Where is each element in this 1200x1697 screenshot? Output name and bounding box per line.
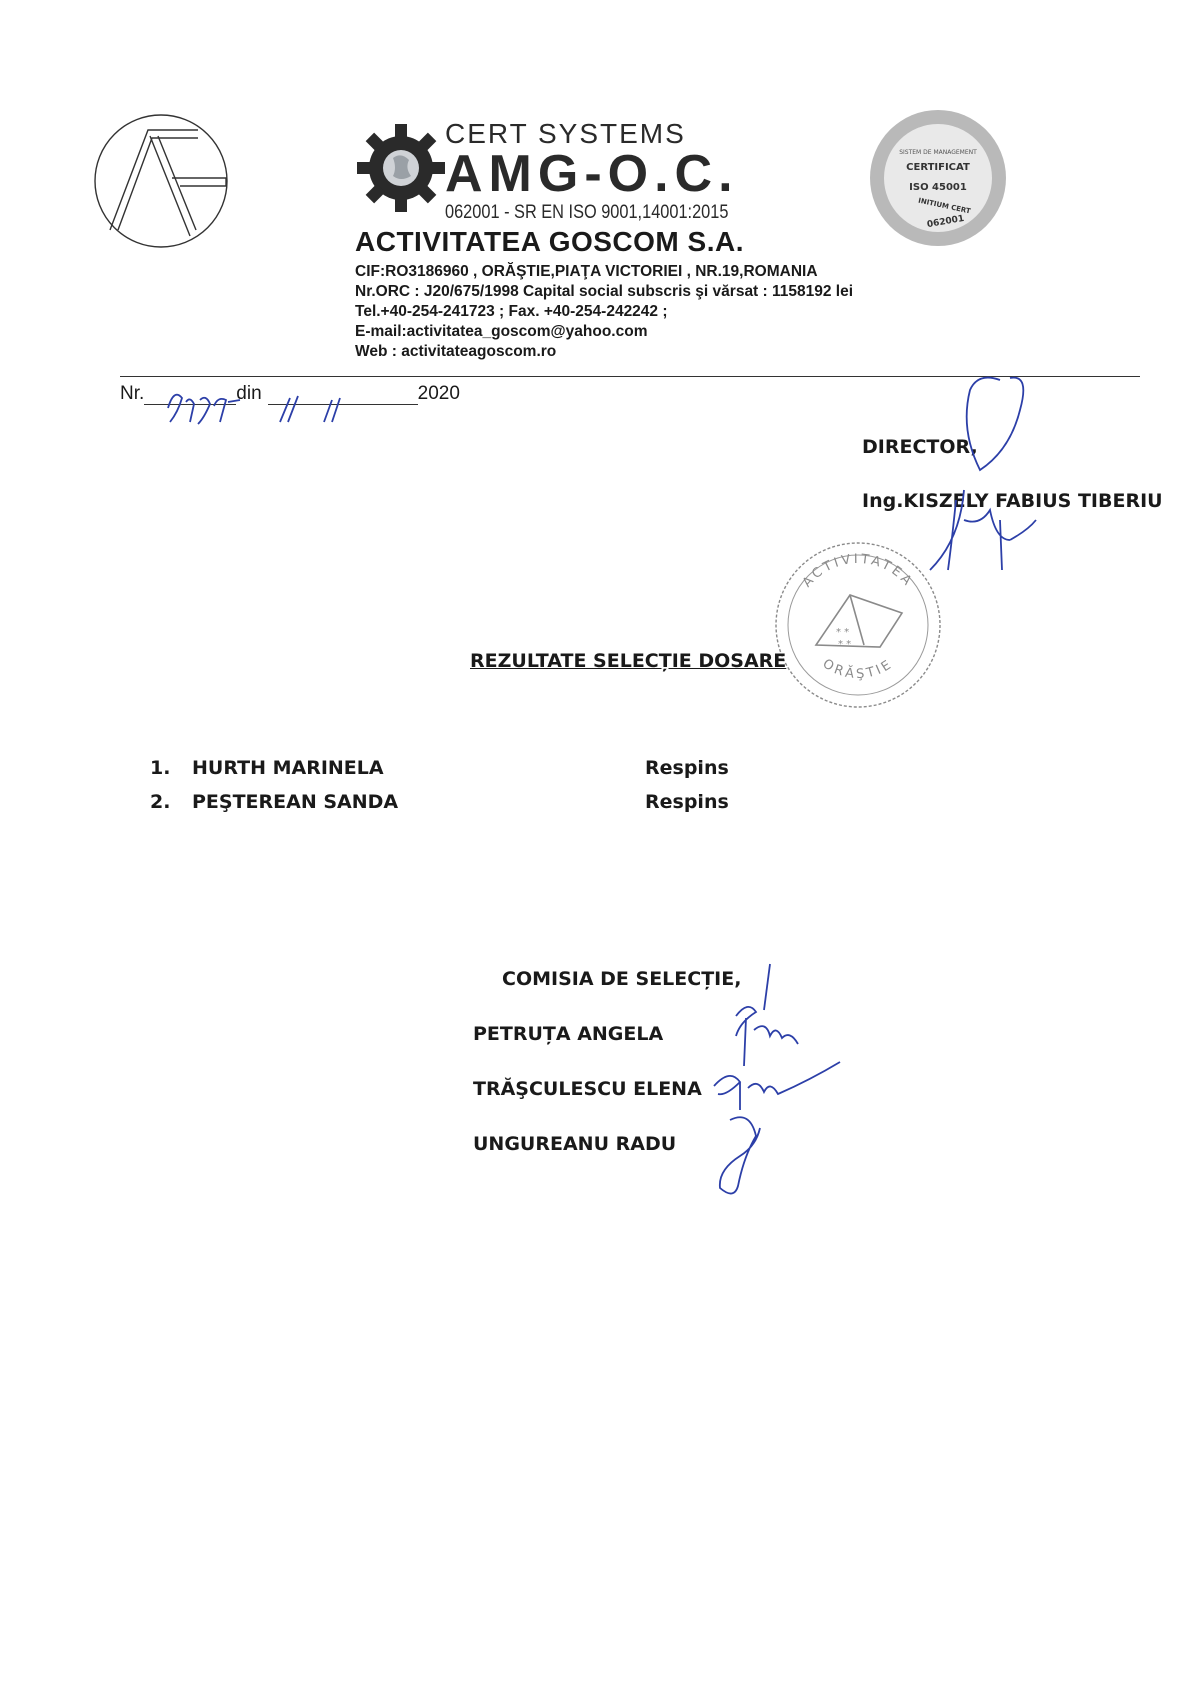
stamp-top-text: ACTIVITATEA xyxy=(799,551,917,591)
year-label: 2020 xyxy=(417,383,460,404)
iso-seal-top-text: SISTEM DE MANAGEMENT xyxy=(899,149,977,156)
iso-seal-standard: ISO 45001 xyxy=(909,182,967,193)
company-phone: Tel.+40-254-241723 ; Fax. +40-254-242242 ; xyxy=(355,303,668,320)
commission-title: COMISIA DE SELECȚIE, xyxy=(502,968,742,990)
din-label: din xyxy=(236,383,262,404)
company-orc: Nr.ORC : J20/675/1998 Capital social subscris şi vărsat : 1158192 lei xyxy=(355,283,854,300)
director-title: DIRECTOR, xyxy=(862,436,978,458)
svg-text:ORĂŞTIE xyxy=(820,656,897,682)
result-status: Respins xyxy=(645,757,729,779)
document-title: REZULTATE SELECȚIE DOSARE xyxy=(470,650,787,672)
company-cif: CIF:RO3186960 , ORĂŞTIE,PIAŢA VICTORIEI , NR.19,ROMANIA xyxy=(355,263,818,280)
commission-member: PETRUȚA ANGELA xyxy=(473,1023,664,1045)
applicant-name: HURTH MARINELA xyxy=(192,757,384,779)
cert-standard-line: 062001 - SR EN ISO 9001,14001:2015 xyxy=(445,202,729,223)
iso-seal-issuer: INITIUM CERT xyxy=(917,196,972,216)
nr-label: Nr. xyxy=(120,383,145,404)
handwritten-date xyxy=(270,378,380,428)
result-number: 1. xyxy=(150,757,171,779)
company-info-block xyxy=(355,226,853,362)
result-status: Respins xyxy=(645,791,729,813)
company-g-logo xyxy=(90,110,232,252)
director-name: Ing.KISZELY FABIUS TIBERIU xyxy=(862,490,1163,512)
director-signature xyxy=(860,370,1040,580)
result-number: 2. xyxy=(150,791,171,813)
svg-text:* *: * * xyxy=(836,627,850,638)
iso-certificate-seal xyxy=(868,108,1008,248)
applicant-name: PEŞTEREAN SANDA xyxy=(192,791,399,813)
commission-member: TRĂŞCULESCU ELENA xyxy=(473,1078,702,1100)
company-email: E-mail:activitatea_goscom@yahoo.com xyxy=(355,323,648,340)
cert-amg-line: AMG-O.C. xyxy=(445,145,739,203)
commission-member: UNGUREANU RADU xyxy=(473,1133,677,1155)
svg-text:* *: * * xyxy=(838,639,852,650)
company-web: Web : activitateagoscom.ro xyxy=(355,343,557,360)
iso-seal-label: CERTIFICAT xyxy=(906,162,970,173)
cert-systems-line: CERT SYSTEMS xyxy=(445,118,686,149)
commission-signatures xyxy=(700,960,860,1200)
gear-icon xyxy=(355,122,447,214)
iso-seal-number: 062001 xyxy=(926,213,966,231)
company-name: ACTIVITATEA GOSCOM S.A. xyxy=(355,226,744,257)
cert-systems-logo xyxy=(355,118,739,228)
handwritten-number xyxy=(160,378,270,428)
stamp-bottom-text: ORĂŞTIE xyxy=(819,656,897,683)
